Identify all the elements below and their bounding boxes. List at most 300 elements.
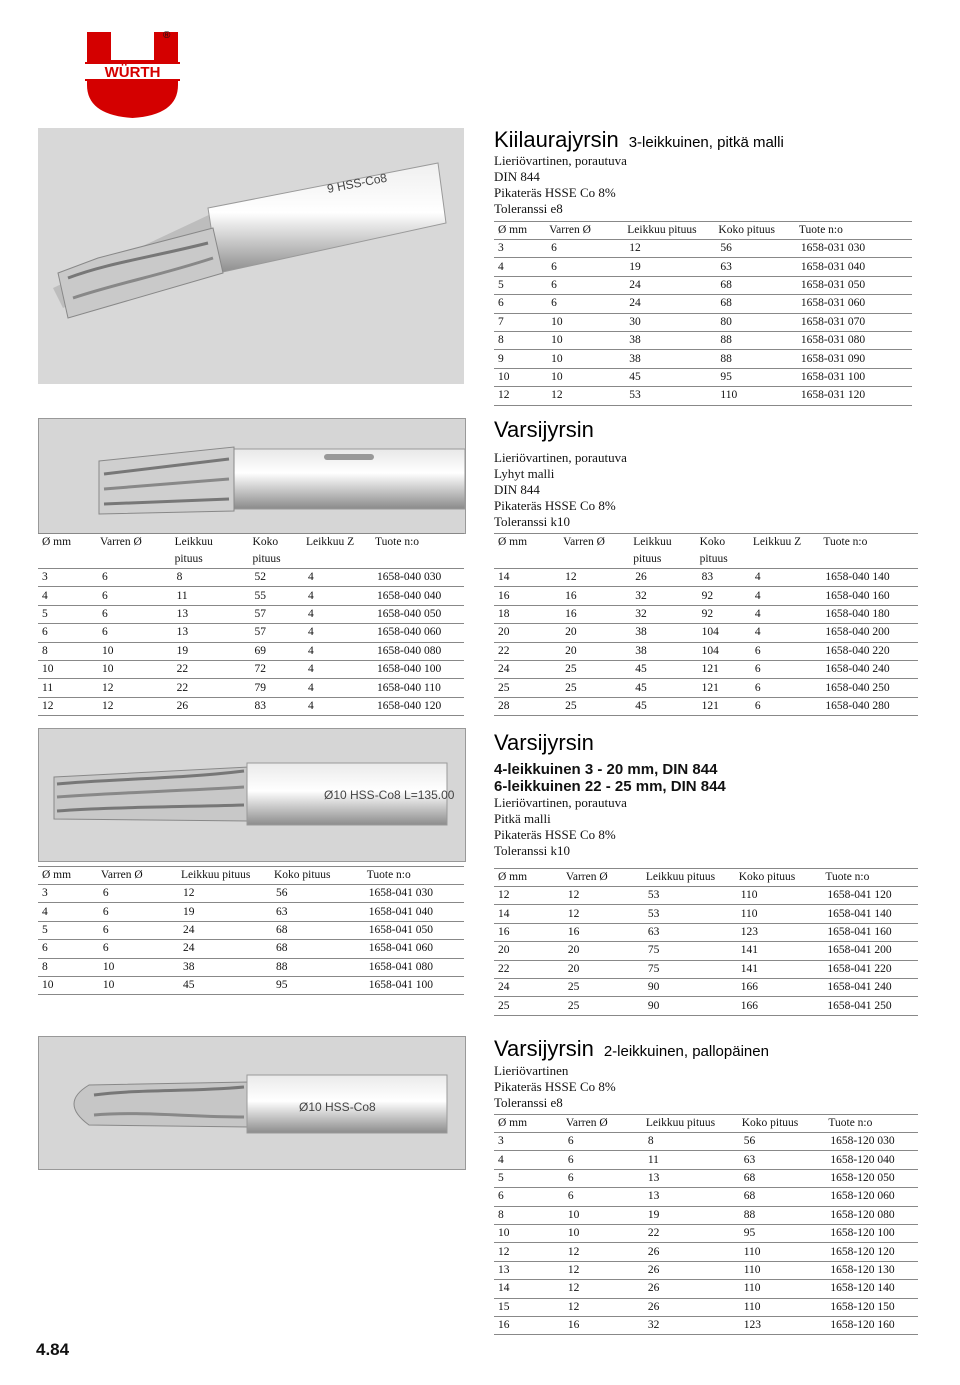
table-cell: 1658-041 200: [821, 942, 918, 960]
table-cell: 63: [714, 258, 794, 276]
table-cell: 19: [623, 258, 714, 276]
table-cell: 5: [494, 276, 545, 294]
table-cell: 1658-041 080: [363, 958, 464, 976]
table-cell: 19: [177, 903, 270, 921]
table-row: [494, 240, 912, 258]
column-header: [749, 551, 819, 569]
table-cell: 4: [302, 679, 371, 697]
column-header: Ø mm: [494, 869, 562, 887]
table-cell: 56: [738, 1133, 825, 1151]
table-row: [494, 1298, 918, 1316]
table-cell: 3: [494, 240, 545, 258]
table-cell: 1658-041 030: [363, 885, 464, 903]
table-cell: 24: [623, 295, 714, 313]
table-cell: 25: [562, 997, 642, 1015]
table-row: [38, 569, 464, 587]
section3-title: Varsijyrsin: [494, 730, 594, 755]
table-cell: 22: [171, 660, 249, 678]
section3-description: [494, 795, 627, 859]
registered-mark: ®: [163, 30, 171, 41]
table-cell: 69: [249, 642, 302, 660]
table-header-row: [38, 534, 464, 552]
column-header: Koko pituus: [270, 867, 363, 885]
table-row: [38, 976, 464, 994]
table-cell: 121: [696, 697, 749, 715]
table-cell: 26: [171, 697, 249, 715]
table-cell: 32: [642, 1316, 738, 1334]
end-mill-3-flute-icon: [38, 128, 464, 384]
table-cell: 13: [642, 1188, 738, 1206]
table-cell: 104: [696, 624, 749, 642]
table-cell: 4: [302, 569, 371, 587]
section4-line: Lieriövartinen: [494, 1063, 569, 1078]
column-header: [371, 551, 464, 569]
table-cell: 10: [38, 976, 97, 994]
table-cell: 16: [494, 1316, 562, 1334]
table-header-row: [38, 551, 464, 569]
table-cell: 1658-031 060: [795, 295, 912, 313]
section3-line: Lieriövartinen, porautuva: [494, 795, 627, 810]
table-cell: 1658-041 050: [363, 921, 464, 939]
table-cell: 4: [302, 624, 371, 642]
table-cell: 1658-040 220: [819, 642, 918, 660]
table-cell: 22: [494, 642, 559, 660]
table-row: [38, 921, 464, 939]
table-cell: 24: [494, 978, 562, 996]
table-header-row: [494, 1115, 918, 1133]
table-cell: 45: [623, 368, 714, 386]
table-cell: 110: [735, 905, 822, 923]
table-cell: 12: [177, 885, 270, 903]
section2-description: [494, 450, 627, 530]
column-header: Koko pituus: [738, 1115, 825, 1133]
column-header: [494, 551, 559, 569]
table-cell: 8: [171, 569, 249, 587]
end-mill-4-flute-long-icon: [39, 729, 465, 861]
column-header: Tuote n:o: [363, 867, 464, 885]
table-cell: 6: [749, 679, 819, 697]
table-cell: 1658-040 110: [371, 679, 464, 697]
table-cell: 13: [494, 1261, 562, 1279]
section1-table: [494, 221, 912, 406]
column-header: Koko pituus: [735, 869, 822, 887]
table-cell: 16: [559, 605, 629, 623]
table-cell: 6: [749, 642, 819, 660]
table-row: [494, 1243, 918, 1261]
column-header: Leikkuu pituus: [177, 867, 270, 885]
column-header: Varren Ø: [545, 222, 623, 240]
table-cell: 16: [562, 923, 642, 941]
table-row: [38, 660, 464, 678]
table-row: [38, 885, 464, 903]
table-cell: 83: [696, 569, 749, 587]
table-cell: 6: [562, 1169, 642, 1187]
table-cell: 45: [629, 679, 695, 697]
table-cell: 80: [714, 313, 794, 331]
table-cell: 1658-120 030: [824, 1133, 918, 1151]
table-cell: 20: [494, 624, 559, 642]
table-cell: 12: [38, 697, 96, 715]
table-cell: 14: [494, 569, 559, 587]
table-row: [494, 387, 912, 405]
table-cell: 13: [171, 624, 249, 642]
table-cell: 1658-120 040: [824, 1151, 918, 1169]
section3-subline: 4-leikkuinen 3 - 20 mm, DIN 844: [494, 761, 718, 778]
table-cell: 25: [562, 978, 642, 996]
table-cell: 12: [623, 240, 714, 258]
table-cell: 10: [545, 313, 623, 331]
column-header: pituus: [696, 551, 749, 569]
table-cell: 6: [96, 624, 171, 642]
section3-left-table: [38, 866, 464, 995]
table-cell: 20: [494, 942, 562, 960]
table-row: [494, 887, 918, 905]
table-cell: 92: [696, 587, 749, 605]
table-cell: 123: [738, 1316, 825, 1334]
column-header: Koko: [696, 534, 749, 552]
table-cell: 1658-031 070: [795, 313, 912, 331]
column-header: [38, 551, 96, 569]
section1-line: Toleranssi e8: [494, 201, 563, 216]
table-cell: 166: [735, 978, 822, 996]
table-cell: 3: [38, 569, 96, 587]
table-row: [494, 1261, 918, 1279]
section2-line: Lieriövartinen, porautuva: [494, 450, 627, 465]
table-row: [494, 276, 912, 294]
table-cell: 10: [38, 660, 96, 678]
table-cell: 12: [494, 387, 545, 405]
table-cell: 68: [738, 1188, 825, 1206]
table-cell: 6: [38, 624, 96, 642]
table-cell: 4: [749, 587, 819, 605]
table-cell: 12: [562, 1243, 642, 1261]
table-cell: 83: [249, 697, 302, 715]
table-cell: 12: [562, 887, 642, 905]
section3-line: Pitkä malli: [494, 811, 551, 826]
table-cell: 1658-040 030: [371, 569, 464, 587]
table-cell: 1658-120 150: [824, 1298, 918, 1316]
table-cell: 1658-031 100: [795, 368, 912, 386]
section1-subtitle: 3-leikkuinen, pitkä malli: [628, 134, 784, 151]
section1-line: DIN 844: [494, 169, 540, 184]
table-row: [494, 1224, 918, 1242]
section4-description: [494, 1063, 616, 1111]
column-header: Leikkuu pituus: [642, 869, 735, 887]
table-cell: 6: [494, 1188, 562, 1206]
column-header: Leikkuu Z: [749, 534, 819, 552]
table-row: [494, 368, 912, 386]
table-cell: 10: [562, 1224, 642, 1242]
table-row: [494, 1188, 918, 1206]
table-cell: 10: [494, 1224, 562, 1242]
table-cell: 30: [623, 313, 714, 331]
table-row: [38, 642, 464, 660]
table-row: [494, 605, 918, 623]
section1-description: [494, 153, 627, 217]
table-cell: 12: [96, 679, 171, 697]
table-cell: 20: [562, 942, 642, 960]
table-row: [494, 569, 918, 587]
table-cell: 6: [749, 660, 819, 678]
column-header: Varren Ø: [97, 867, 177, 885]
table-cell: 14: [494, 905, 562, 923]
table-cell: 24: [177, 921, 270, 939]
table-cell: 110: [714, 387, 794, 405]
table-cell: 25: [494, 997, 562, 1015]
table-cell: 1658-040 100: [371, 660, 464, 678]
table-cell: 68: [270, 940, 363, 958]
table-row: [494, 1280, 918, 1298]
table-cell: 1658-031 040: [795, 258, 912, 276]
table-cell: 11: [642, 1151, 738, 1169]
table-cell: 6: [97, 885, 177, 903]
table-cell: 5: [38, 921, 97, 939]
table-cell: 26: [642, 1298, 738, 1316]
column-header: Tuote n:o: [371, 534, 464, 552]
table-cell: 18: [494, 605, 559, 623]
table-row: [494, 642, 918, 660]
column-header: Leikkuu Z: [302, 534, 371, 552]
table-row: [494, 1169, 918, 1187]
table-cell: 6: [545, 276, 623, 294]
table-cell: 6: [97, 903, 177, 921]
section1-heading: [494, 127, 784, 153]
section2-line: Toleranssi k10: [494, 514, 570, 529]
table-cell: 6: [96, 587, 171, 605]
table-cell: 26: [642, 1280, 738, 1298]
table-cell: 10: [562, 1206, 642, 1224]
table-row: [494, 942, 918, 960]
table-cell: 1658-120 130: [824, 1261, 918, 1279]
table-cell: 110: [738, 1298, 825, 1316]
table-cell: 1658-120 140: [824, 1280, 918, 1298]
brand-wordmark: WÜRTH: [104, 64, 161, 81]
section1-line: Lieriövartinen, porautuva: [494, 153, 627, 168]
section3-line: Pikateräs HSSE Co 8%: [494, 827, 616, 842]
section2-title: Varsijyrsin: [494, 417, 594, 442]
ball-nose-end-mill-icon: [39, 1037, 465, 1169]
section2-left-table: [38, 533, 464, 716]
column-header: Koko pituus: [714, 222, 794, 240]
table-cell: 110: [738, 1280, 825, 1298]
table-cell: 28: [494, 697, 559, 715]
table-cell: 8: [38, 958, 97, 976]
table-cell: 56: [270, 885, 363, 903]
table-cell: 38: [623, 331, 714, 349]
table-cell: 1658-040 160: [819, 587, 918, 605]
table-cell: 88: [738, 1206, 825, 1224]
table-cell: 1658-120 100: [824, 1224, 918, 1242]
column-header: Tuote n:o: [795, 222, 912, 240]
table-cell: 92: [696, 605, 749, 623]
table-cell: 90: [642, 978, 735, 996]
table-cell: 6: [545, 240, 623, 258]
end-mill-4-flute-short-icon: [39, 419, 465, 533]
table-cell: 9: [494, 350, 545, 368]
column-header: Ø mm: [38, 534, 96, 552]
table-row: [38, 697, 464, 715]
table-cell: 25: [559, 660, 629, 678]
table-cell: 1658-041 040: [363, 903, 464, 921]
table-row: [38, 940, 464, 958]
table-cell: 4: [749, 624, 819, 642]
table-cell: 19: [642, 1206, 738, 1224]
section4-heading: [494, 1036, 769, 1062]
table-cell: 32: [629, 605, 695, 623]
table-cell: 1658-031 030: [795, 240, 912, 258]
column-header: pituus: [171, 551, 249, 569]
table-cell: 75: [642, 960, 735, 978]
table-cell: 10: [96, 660, 171, 678]
table-cell: 16: [494, 923, 562, 941]
table-cell: 11: [171, 587, 249, 605]
table-row: [494, 923, 918, 941]
table-row: [494, 905, 918, 923]
table-header-row: [38, 867, 464, 885]
column-header: Leikkuu pituus: [642, 1115, 738, 1133]
table-cell: 12: [562, 1261, 642, 1279]
table-cell: 25: [559, 679, 629, 697]
table-cell: 12: [96, 697, 171, 715]
table-row: [494, 624, 918, 642]
table-cell: 88: [714, 350, 794, 368]
table-row: [494, 331, 912, 349]
table-cell: 16: [494, 587, 559, 605]
table-cell: 4: [302, 642, 371, 660]
table-row: [494, 660, 918, 678]
section4-line: Toleranssi e8: [494, 1095, 563, 1110]
table-cell: 26: [629, 569, 695, 587]
table-cell: 57: [249, 605, 302, 623]
table-cell: 68: [714, 295, 794, 313]
table-cell: 6: [97, 940, 177, 958]
column-header: [819, 551, 918, 569]
table-cell: 63: [642, 923, 735, 941]
table-row: [38, 587, 464, 605]
table-cell: 12: [545, 387, 623, 405]
table-cell: 1658-041 060: [363, 940, 464, 958]
table-cell: 5: [38, 605, 96, 623]
table-cell: 4: [494, 1151, 562, 1169]
table-cell: 12: [562, 1280, 642, 1298]
table-cell: 22: [171, 679, 249, 697]
table-cell: 4: [38, 587, 96, 605]
table-cell: 1658-040 280: [819, 697, 918, 715]
table-cell: 10: [97, 976, 177, 994]
table-cell: 20: [559, 624, 629, 642]
table-cell: 4: [494, 258, 545, 276]
table-cell: 6: [96, 569, 171, 587]
table-cell: 72: [249, 660, 302, 678]
table-cell: 8: [642, 1133, 738, 1151]
product-photo-3: [38, 728, 466, 862]
wurth-logo-icon: [85, 30, 180, 120]
table-cell: 45: [629, 697, 695, 715]
table-row: [494, 679, 918, 697]
table-cell: 12: [562, 1298, 642, 1316]
engraving-text: Ø10 HSS-Co8: [299, 1100, 376, 1114]
table-cell: 24: [623, 276, 714, 294]
table-cell: 10: [494, 368, 545, 386]
table-cell: 12: [494, 1243, 562, 1261]
table-row: [494, 350, 912, 368]
page-number: 4.84: [36, 1340, 70, 1359]
column-header: Varren Ø: [562, 869, 642, 887]
table-cell: 3: [38, 885, 97, 903]
table-cell: 75: [642, 942, 735, 960]
section3-heading: [494, 730, 594, 756]
table-cell: 38: [629, 642, 695, 660]
table-cell: 11: [38, 679, 96, 697]
section2-right-table: [494, 533, 918, 716]
table-cell: 10: [545, 368, 623, 386]
engraving-text: 9 HSS-Co8: [325, 170, 389, 196]
section4-title: Varsijyrsin: [494, 1036, 594, 1061]
product-photo-2: [38, 418, 466, 534]
table-cell: 121: [696, 679, 749, 697]
table-cell: 16: [562, 1316, 642, 1334]
column-header: [302, 551, 371, 569]
table-cell: 4: [749, 605, 819, 623]
table-cell: 24: [177, 940, 270, 958]
table-cell: 38: [623, 350, 714, 368]
section1-title: Kiilaurajyrsin: [494, 127, 619, 152]
table-cell: 1658-120 080: [824, 1206, 918, 1224]
table-cell: 1658-040 240: [819, 660, 918, 678]
table-cell: 4: [302, 697, 371, 715]
table-header-row: [494, 551, 918, 569]
table-cell: 6: [562, 1151, 642, 1169]
table-cell: 6: [545, 258, 623, 276]
column-header: Tuote n:o: [821, 869, 918, 887]
table-cell: 32: [629, 587, 695, 605]
table-cell: 26: [642, 1261, 738, 1279]
table-cell: 1658-040 050: [371, 605, 464, 623]
table-cell: 6: [749, 697, 819, 715]
table-cell: 52: [249, 569, 302, 587]
table-row: [494, 587, 918, 605]
table-row: [38, 605, 464, 623]
table-cell: 25: [559, 697, 629, 715]
section4-subtitle: 2-leikkuinen, pallopäinen: [603, 1043, 769, 1060]
column-header: Koko: [249, 534, 302, 552]
table-cell: 8: [494, 331, 545, 349]
product-photo-1: [38, 128, 464, 384]
engraving-text: Ø10 HSS-Co8 L=135.00: [324, 788, 455, 802]
table-row: [494, 313, 912, 331]
table-row: [494, 1206, 918, 1224]
section3-line: Toleranssi k10: [494, 843, 570, 858]
section4-line: Pikateräs HSSE Co 8%: [494, 1079, 616, 1094]
table-cell: 4: [302, 660, 371, 678]
table-cell: 88: [714, 331, 794, 349]
table-cell: 20: [562, 960, 642, 978]
table-cell: 1658-040 180: [819, 605, 918, 623]
column-header: Ø mm: [494, 534, 559, 552]
section2-line: Lyhyt malli: [494, 466, 555, 481]
table-cell: 53: [642, 905, 735, 923]
table-cell: 53: [623, 387, 714, 405]
table-cell: 10: [96, 642, 171, 660]
section3-subline: 6-leikkuinen 22 - 25 mm, DIN 844: [494, 778, 726, 795]
wurth-logo: [85, 30, 180, 120]
table-cell: 7: [494, 313, 545, 331]
table-row: [38, 624, 464, 642]
table-cell: 6: [97, 921, 177, 939]
table-cell: 1658-041 100: [363, 976, 464, 994]
table-cell: 6: [562, 1133, 642, 1151]
table-cell: 1658-120 050: [824, 1169, 918, 1187]
